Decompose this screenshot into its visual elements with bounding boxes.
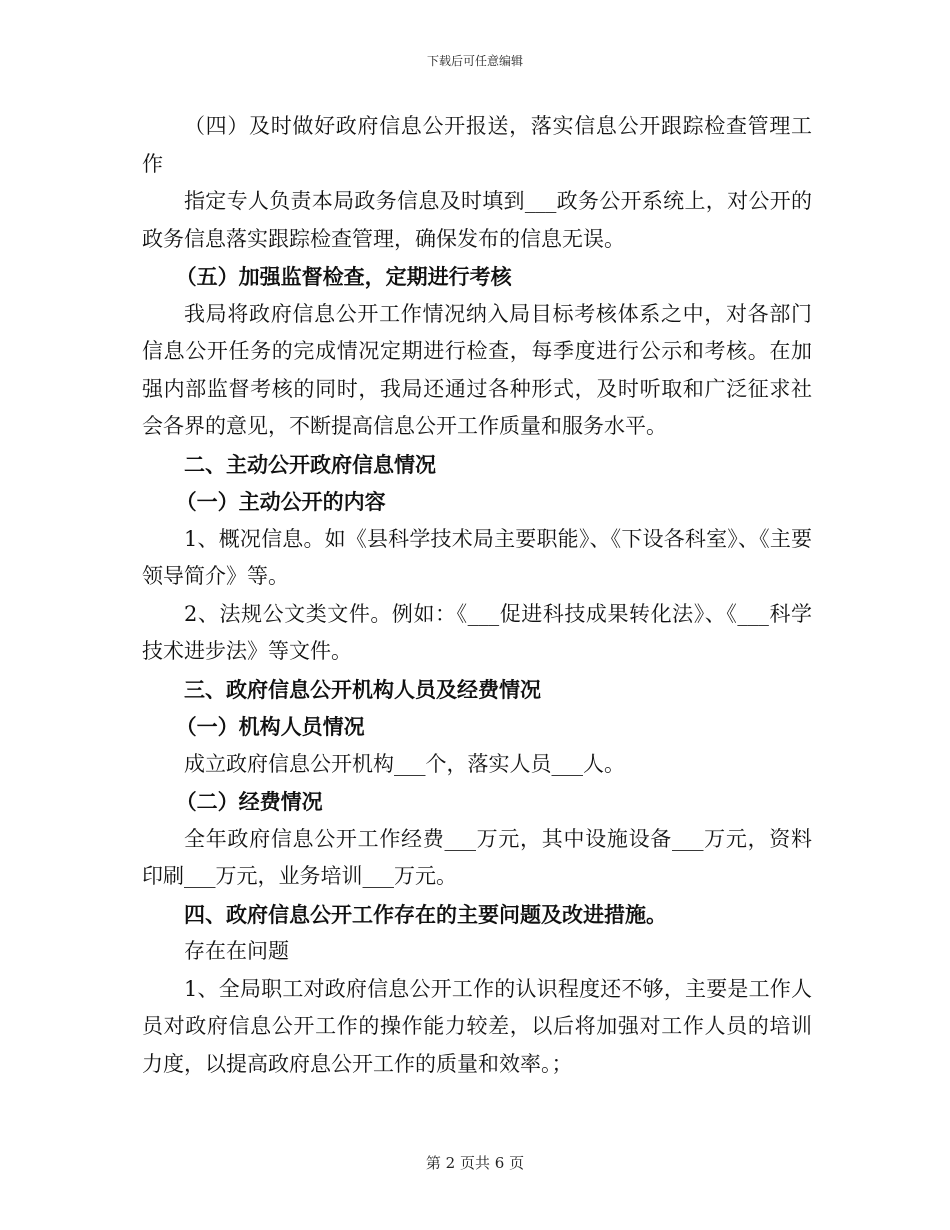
- section-heading-3: 三、政府信息公开机构人员及经费情况: [184, 676, 541, 702]
- paragraph: 全年政府信息公开工作经费___万元，其中设施设备___万元，资料印刷___万元，业务培训___万元。: [142, 826, 812, 888]
- paragraph: 指定专人负责本局政务信息及时填到___政务公开系统上，对公开的政务信息落实跟踪检查管理，确保发布的信息无误。: [142, 189, 812, 251]
- paragraph: 2、法规公文类文件。例如：《___促进科技成果转化法》、《___科学技术进步法》等文件。: [142, 601, 812, 663]
- paragraph: 1、概况信息。如《县科学技术局主要职能》、《下设各科室》、《主要领导简介》等。: [142, 526, 812, 588]
- paragraph-subheading-4: （四）及时做好政府信息公开报送，落实信息公开跟踪检查管理工作: [142, 114, 812, 176]
- subheading: （一）主动公开的内容: [175, 489, 386, 514]
- paragraph: 我局将政府信息公开工作情况纳入局目标考核体系之中，对各部门信息公开任务的完成情况定期进行检查，每季度进行公示和考核。在加强内部监督考核的同时，我局还通过各种形式，及时听取和广泛征求社会各界的意见，不断提高信息公开工作质量和服务水平。: [142, 301, 812, 438]
- paragraph: 1、全局职工对政府信息公开工作的认识程度还不够，主要是工作人员对政府信息公开工作的操作能力较差，以后将加强对工作人员的培训力度，以提高政府息公开工作的质量和效率。；: [142, 976, 812, 1076]
- paragraph: 成立政府信息公开机构___个，落实人员___人。: [184, 751, 625, 776]
- section-heading-2: 二、主动公开政府信息情况: [184, 451, 436, 477]
- subheading: （二）经费情况: [175, 789, 323, 814]
- document-body: [142, 108, 812, 1083]
- paragraph: 存在在问题: [184, 939, 289, 963]
- section-heading-4: 四、政府信息公开工作存在的主要问题及改进措施。: [184, 901, 667, 927]
- subheading: （一）机构人员情况: [175, 714, 365, 739]
- page-header: 下载后可任意编辑: [426, 54, 523, 68]
- subheading-5: （五）加强监督检查，定期进行考核: [175, 264, 512, 289]
- page-footer: 第 2 页共 6 页: [425, 1154, 525, 1172]
